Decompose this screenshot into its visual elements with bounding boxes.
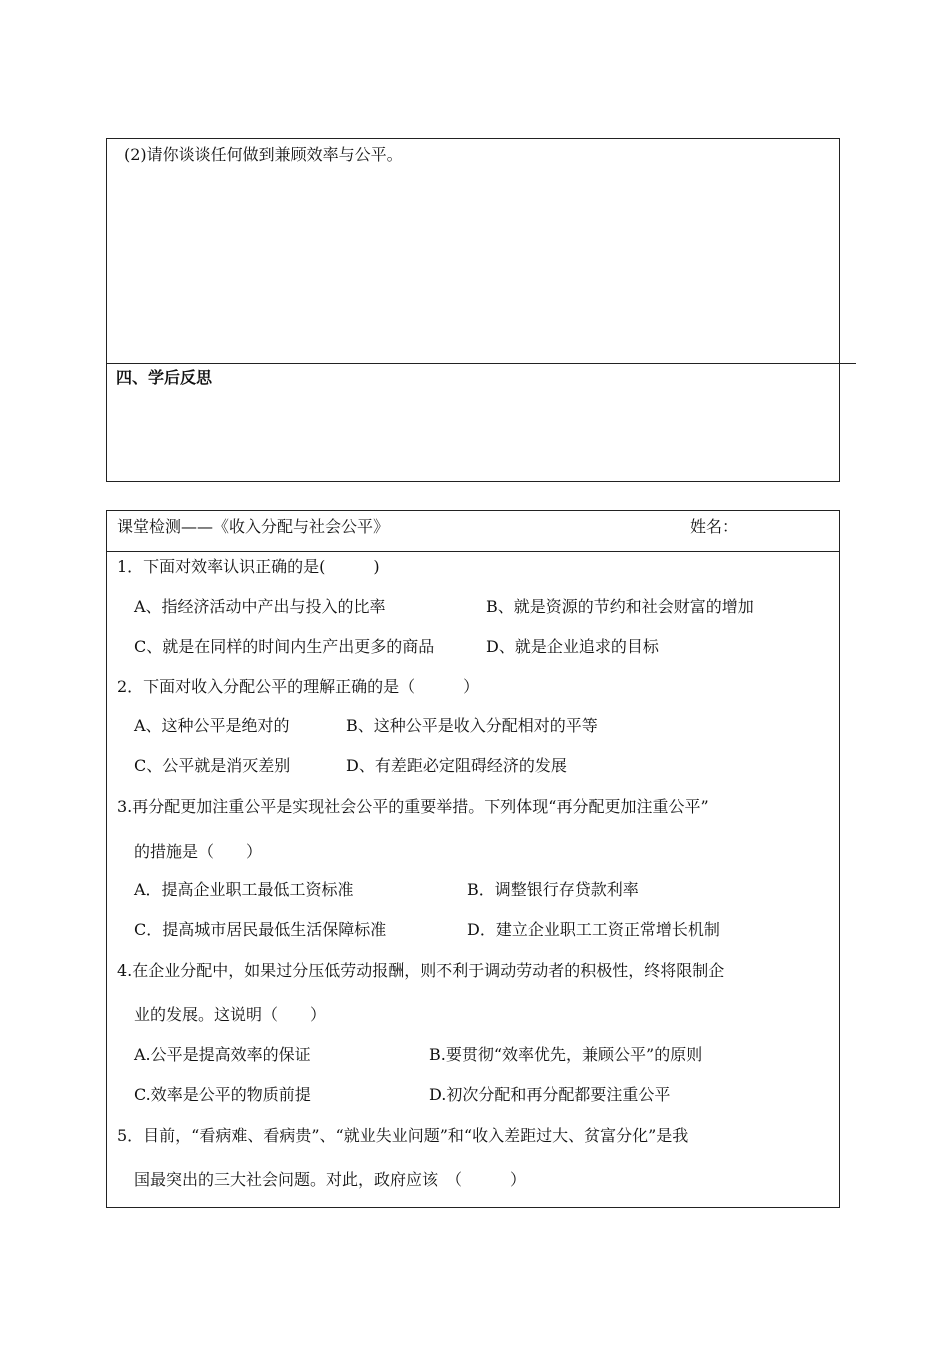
q1-stem: 1．下面对效率认识正确的是( ) [117, 557, 380, 576]
q5-stem-line2: 国最突出的三大社会问题。对此，政府应该 （ ） [134, 1170, 527, 1189]
q1-option-b: B、就是资源的节约和社会财富的增加 [486, 597, 754, 616]
reflection-box [106, 363, 840, 482]
q3-option-c: C．提高城市居民最低生活保障标准 [134, 920, 387, 939]
q3-option-d: D．建立企业职工工资正常增长机制 [467, 920, 720, 939]
q3-stem-line1: 3.再分配更加注重公平是实现社会公平的重要举措。下列体现“再分配更加注重公平” [117, 797, 709, 816]
reflection-heading: 四、学后反思 [116, 368, 213, 387]
q4-option-b: B.要贯彻“效率优先，兼顾公平”的原则 [429, 1045, 703, 1064]
q4-option-d: D.初次分配和再分配都要注重公平 [429, 1085, 671, 1104]
q4-stem-line1: 4.在企业分配中，如果过分压低劳动报酬，则不利于调动劳动者的积极性，终将限制企 [117, 961, 725, 980]
q2-prompt: (2)请你谈谈任何做到兼顾效率与公平。 [124, 145, 403, 164]
q2-stem: 2．下面对收入分配公平的理解正确的是（ ） [117, 677, 480, 696]
quiz-header-divider [106, 551, 840, 552]
q4-stem-line2: 业的发展。这说明（ ） [134, 1005, 327, 1024]
q2-option-d: D、有差距必定阻碍经济的发展 [346, 756, 567, 775]
q4-option-c: C.效率是公平的物质前提 [134, 1085, 311, 1104]
q2-answer-box [106, 138, 840, 364]
q1-option-d: D、就是企业追求的目标 [486, 637, 659, 656]
q5-stem-line1: 5．目前，“看病难、看病贵”、“就业失业问题”和“收入差距过大、贫富分化”是我 [117, 1126, 689, 1145]
q2-option-c: C、公平就是消灭差别 [134, 756, 291, 775]
q3-option-a: A．提高企业职工最低工资标准 [134, 880, 354, 899]
q3-option-b: B．调整银行存贷款利率 [467, 880, 639, 899]
q1-option-c: C、就是在同样的时间内生产出更多的商品 [134, 637, 435, 656]
quiz-title: 课堂检测——《收入分配与社会公平》 [117, 517, 390, 536]
q2-option-a: A、这种公平是绝对的 [134, 716, 290, 735]
q3-stem-line2: 的措施是（ ） [134, 842, 263, 861]
reflection-top-line [106, 363, 856, 364]
q1-option-a: A、指经济活动中产出与投入的比率 [134, 597, 386, 616]
q4-option-a: A.公平是提高效率的保证 [134, 1045, 311, 1064]
q2-option-b: B、这种公平是收入分配相对的平等 [346, 716, 598, 735]
name-label: 姓名： [690, 517, 739, 536]
